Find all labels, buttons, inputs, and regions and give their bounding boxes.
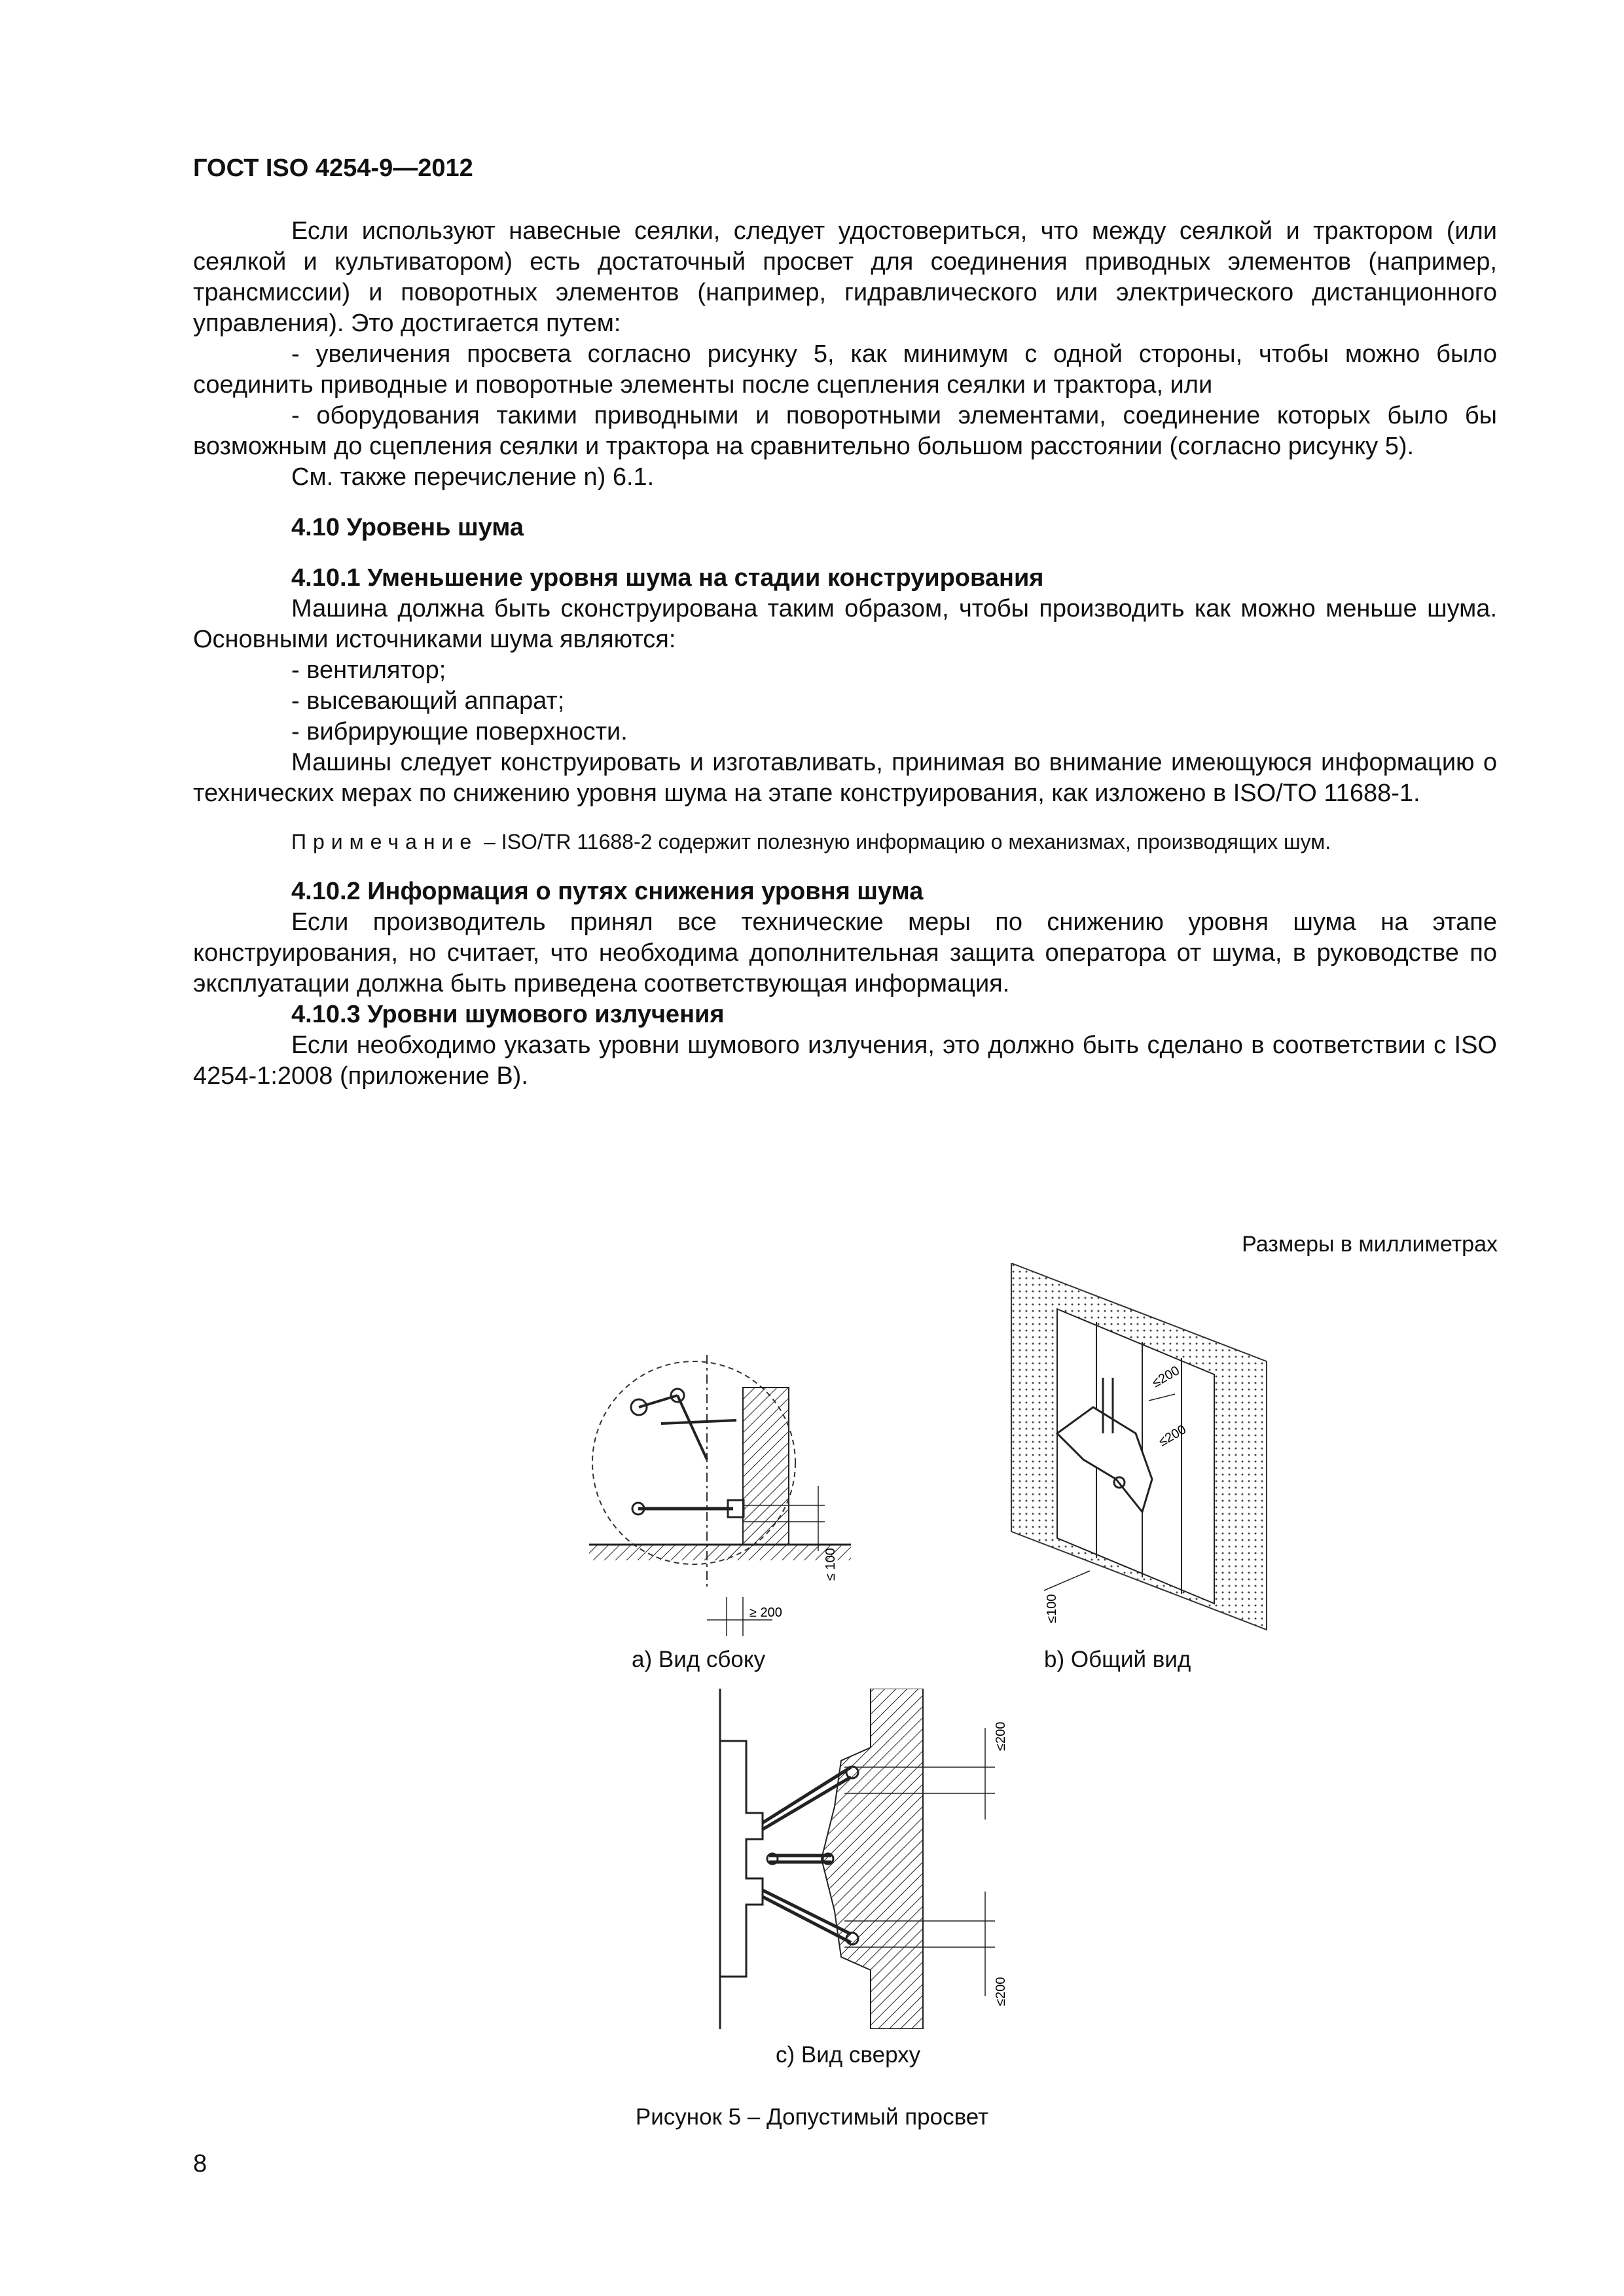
figure-general-view — [979, 1263, 1286, 1643]
note-text: – ISO/TR 11688-2 содержит полезную информацию о механизмах, производящих шум. — [484, 830, 1331, 853]
page-number: 8 — [193, 2150, 208, 2178]
figure-top-view — [707, 1689, 1021, 2029]
dim-label: ≤200 — [994, 1721, 1008, 1751]
caption-general-view: b) Общий вид — [1044, 1647, 1191, 1672]
paragraph: Машины следует конструировать и изготавливать, принимая во внимание имеющуюся информацию о технических мерах по снижению уровня шума на этапе конструирования, как изложено в ISO/TO 11688-1. — [193, 749, 1497, 807]
note — [193, 827, 1497, 857]
units-note: Размеры в миллиметрах — [1242, 1232, 1498, 1257]
dim-label: ≤200 — [1149, 1363, 1182, 1391]
figure-caption: Рисунок 5 – Допустимый просвет — [635, 2104, 989, 2130]
list-item: - оборудования такими приводными и поворотными элементами, соединение которых было бы возможным до сцепления сеялки и трактора на сравнительно большом расстоянии (согласно рисунку 5). — [193, 402, 1497, 460]
section-heading: 4.10 Уровень шума — [291, 514, 524, 541]
subsection-heading: 4.10.3 Уровни шумового излучения — [291, 1001, 725, 1028]
caption-side-view: а) Вид сбоку — [632, 1647, 766, 1672]
paragraph: Если производитель принял все технические меры по снижению уровня шума на этапе конструирования, но считает, что необходима дополнительная защита оператора от шума, в руководстве по эксплуатации должна быть приведена соответствующая информация. — [193, 908, 1497, 997]
dim-label: ≤ 100 — [823, 1548, 838, 1581]
document-header: ГОСТ ISO 4254-9—2012 — [193, 154, 473, 182]
list-item: - вибрирующие поверхности. — [291, 718, 628, 745]
subsection-heading: 4.10.2 Информация о путях снижения уровня шума — [291, 878, 924, 905]
dim-label: ≤200 — [994, 1977, 1008, 2006]
figure-side-view — [576, 1355, 851, 1643]
subsection-heading: 4.10.1 Уменьшение уровня шума на стадии конструирования — [291, 564, 1044, 592]
paragraph: Если используют навесные сеялки, следует удостовериться, что между сеялкой и трактором (или сеялкой и культиватором) есть достаточный просвет для соединения приводных элементов (например, трансмиссии) и поворотных элементов (например, гидравлического или электрического дистанционного управления). Это достигается путем: — [193, 217, 1497, 337]
paragraph: См. также перечисление n) 6.1. — [291, 463, 655, 491]
note-label: Примечание — [291, 830, 478, 853]
list-item: - вентилятор; — [291, 656, 446, 684]
paragraph: Если необходимо указать уровни шумового излучения, это должно быть сделано в соответствии с ISO 4254-1:2008 (приложение В). — [193, 1031, 1497, 1090]
text-block-upper — [193, 216, 1497, 1092]
caption-top-view: с) Вид сверху — [776, 2042, 921, 2068]
dim-label: ≤200 — [1156, 1422, 1189, 1450]
dim-label: ≥ 200 — [749, 1605, 782, 1620]
list-item: - увеличения просвета согласно рисунку 5, как минимум с одной стороны, чтобы можно было соединить приводные и поворотные элементы после сцепления сеялки и трактора, или — [193, 340, 1497, 399]
list-item: - высевающий аппарат; — [291, 687, 565, 715]
paragraph: Машина должна быть сконструирована таким образом, чтобы производить как можно меньше шума. Основными источниками шума являются: — [193, 595, 1497, 653]
dim-label: ≤100 — [1045, 1594, 1059, 1623]
